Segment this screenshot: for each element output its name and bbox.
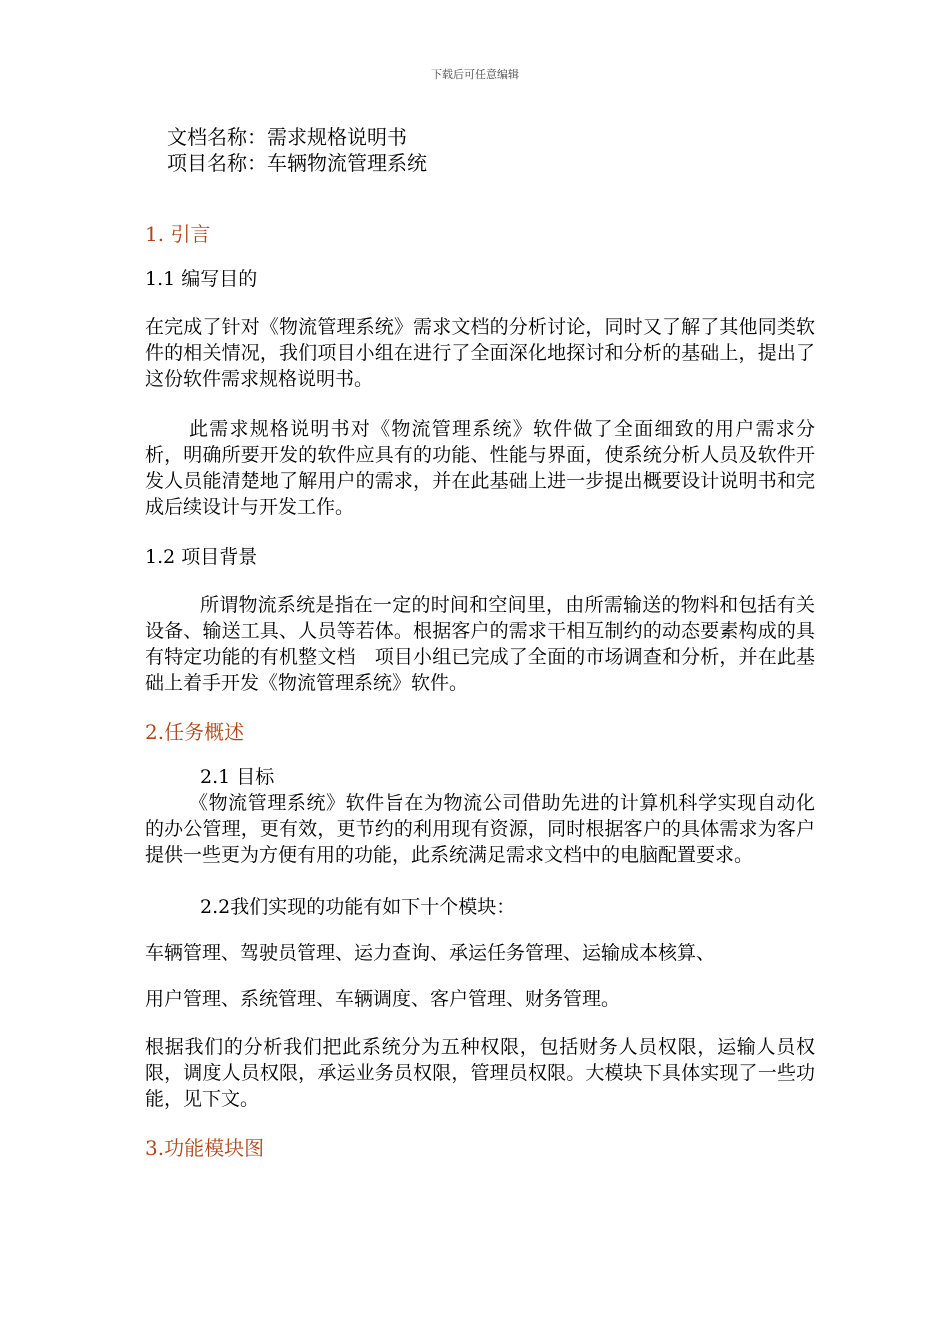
section-1-heading: 1. 引言 <box>145 222 211 246</box>
section-2-heading: 2.任务概述 <box>145 720 245 744</box>
document-meta <box>167 124 427 176</box>
section-1-1-heading: 1.1 编写目的 <box>145 268 258 290</box>
module-list-line-1: 车辆管理、驾驶员管理、运力查询、承运任务管理、运输成本核算、 <box>145 942 716 964</box>
document-name: 文档名称：需求规格说明书 <box>167 125 407 149</box>
module-list-line-2: 用户管理、系统管理、车辆调度、客户管理、财务管理。 <box>145 988 621 1010</box>
header-note: 下载后可任意编辑 <box>431 68 519 81</box>
section-3-heading: 3.功能模块图 <box>145 1136 265 1160</box>
section-2-1-heading: 2.1 目标 <box>200 766 275 788</box>
section-1-1-paragraph-1: 在完成了针对《物流管理系统》需求文档的分析讨论，同时又了解了其他同类软件的相关情况，我们项目小组在进行了全面深化地探讨和分析的基础上，提出了这份软件需求规格说明书。 <box>145 316 815 390</box>
section-1-2-paragraph-1: 所谓物流系统是指在一定的时间和空间里，由所需输送的物料和包括有关设备、输送工具、人员等若体。根据客户的需求干相互制约的动态要素构成的具有特定功能的有机整文档 项目小组已完成了全面的市场调查和分析，并在此基础上着手开发《物流管理系统》软件。 <box>145 594 815 694</box>
document-body <box>145 220 815 1162</box>
section-1-2-heading: 1.2 项目背景 <box>145 546 258 568</box>
section-1-1-paragraph-2: 此需求规格说明书对《物流管理系统》软件做了全面细致的用户需求分析，明确所要开发的软件应具有的功能、性能与界面，使系统分析人员及软件开发人员能清楚地了解用户的需求，并在此基础上进一步提出概要设计说明书和完成后续设计与开发工作。 <box>145 418 815 518</box>
project-name: 项目名称：车辆物流管理系统 <box>167 151 427 175</box>
section-2-2-heading: 2.2我们实现的功能有如下十个模块： <box>200 896 516 918</box>
section-2-2-paragraph-1: 根据我们的分析我们把此系统分为五种权限，包括财务人员权限，运输人员权限，调度人员权限，承运业务员权限，管理员权限。大模块下具体实现了一些功能，见下文。 <box>145 1036 815 1110</box>
section-2-1-paragraph-1: 《物流管理系统》软件旨在为物流公司借助先进的计算机科学实现自动化的办公管理，更有效，更节约的利用现有资源，同时根据客户的具体需求为客户提供一些更为方便有用的功能，此系统满足需求文档中的电脑配置要求。 <box>145 792 815 866</box>
